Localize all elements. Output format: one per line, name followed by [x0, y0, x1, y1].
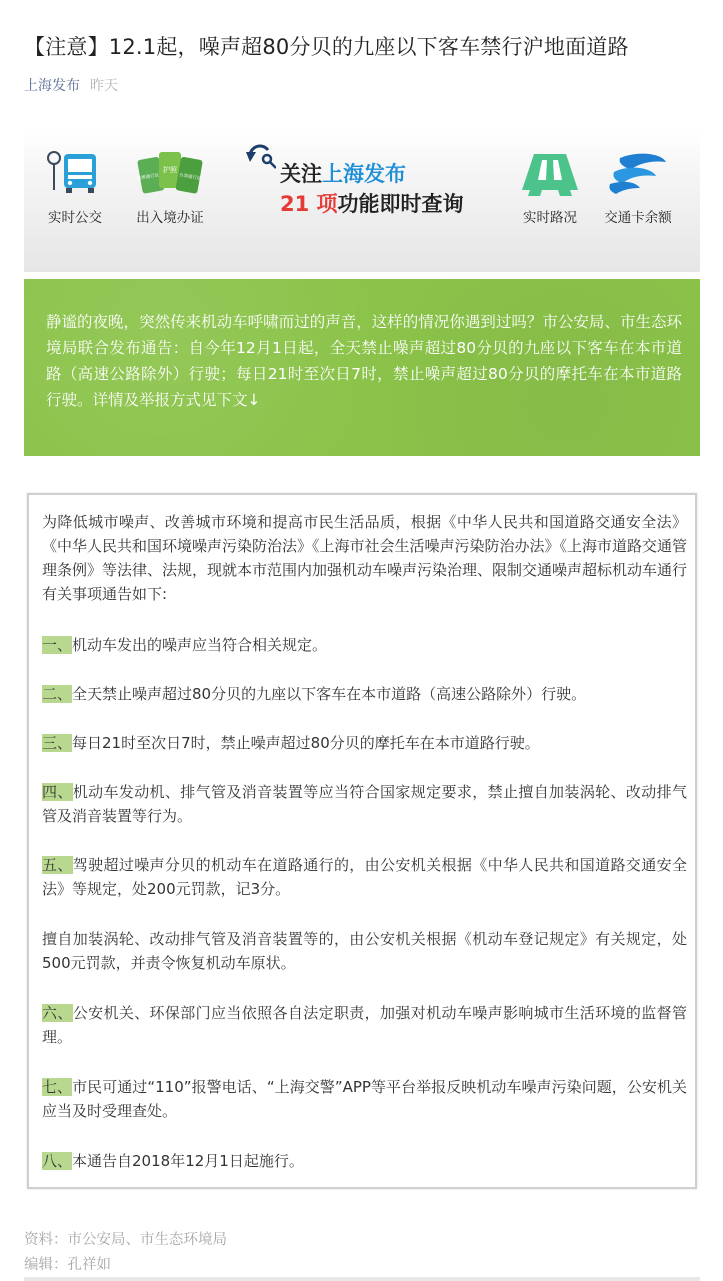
transit-card-icon: [600, 150, 676, 196]
feature-count-text: 21 项功能即时查询: [280, 192, 464, 216]
editor-credit: 编辑：孔祥如: [24, 1257, 111, 1273]
notice-item: 七、市民可通过“110”报警电话、“上海交警”APP等平台举报反映机动车噪声污染问题，公安机关应当及时受理查处。: [42, 1078, 687, 1120]
item-number: 二、: [42, 685, 73, 703]
banner-item-label: 实时公交: [48, 210, 102, 226]
notice-box: [27, 493, 697, 1189]
account-name-link[interactable]: 上海发布: [24, 78, 80, 94]
notice-item: 擅自加装涡轮、改动排气管及消音装置等的，由公安机关根据《机动车登记规定》有关规定，处500元罚款，并责令恢复机动车原状。: [42, 930, 687, 972]
item-number: 七、: [42, 1078, 73, 1096]
banner-item-label: 出入境办证: [136, 210, 204, 226]
banner-item-label: 实时路况: [523, 210, 577, 226]
intro-text: 静谧的夜晚，突然传来机动车呼啸而过的声音，这样的情况你遇到过吗？市公安局、市生态环境局联合发布通告：自今年12月1日起，全天禁止噪声超过80分贝的九座以下客车在本市道路（高速公路除外）行驶；每日21时至次日7时，禁止噪声超过80分贝的摩托车在本市道路行驶。详情及举报方式见下文↓: [46, 313, 682, 409]
item-number: 五、: [42, 856, 73, 874]
item-number: 八、: [42, 1152, 73, 1170]
item-number: 三、: [42, 734, 73, 752]
refresh-arrow-icon: [246, 142, 276, 172]
bus-icon: [46, 150, 104, 196]
notice-item: 二、全天禁止噪声超过80分贝的九座以下客车在本市道路（高速公路除外）行驶。: [42, 685, 587, 703]
banner-item-label: 交通卡余额: [604, 210, 672, 226]
article-title: 【注意】12.1起，噪声超80分贝的九座以下客车禁行沪地面道路: [24, 35, 629, 59]
article-meta: [24, 76, 118, 96]
banner-item-passport[interactable]: [130, 150, 210, 226]
notice-item: 六、公安机关、环保部门应当依照各自法定职责，加强对机动车噪声影响城市生活环境的监督管理。: [42, 1004, 687, 1046]
road-icon: [520, 150, 580, 196]
banner-item-realtime-bus[interactable]: [46, 150, 104, 226]
bottom-divider: [24, 1277, 700, 1281]
notice-item: 八、本通告自2018年12月1日起施行。: [42, 1152, 304, 1170]
service-banner[interactable]: [24, 128, 700, 272]
notice-item: 三、每日21时至次日7时，禁止噪声超过80分贝的摩托车在本市道路行驶。: [42, 734, 540, 752]
notice-item: 四、机动车发动机、排气管及消音装置等应当符合国家规定要求，禁止擅自加装涡轮、改动排气管及消音装置等行为。: [42, 783, 687, 825]
notice-item: 一、机动车发出的噪声应当符合相关规定。: [42, 636, 328, 654]
item-number: 六、: [42, 1004, 73, 1022]
notice-preamble: 为降低城市噪声、改善城市环境和提高市民生活品质，根据《中华人民共和国道路交通安全法》《中华人民共和国环境噪声污染防治法》《上海市社会生活噪声污染防治办法》《上海市道路交通管理条例》等法律、法规，现就本市范围内加强机动车噪声污染治理、限制交通噪声超标机动车通行有关事项通告如下:: [42, 513, 688, 603]
item-number: 四、: [42, 783, 73, 801]
follow-text: 关注上海发布: [280, 162, 406, 186]
intro-section: [24, 279, 700, 456]
passport-card-text: 港澳通行证: [136, 173, 160, 182]
passport-card-text: 护照: [163, 166, 177, 174]
follow-promo[interactable]: [246, 140, 486, 240]
source-credit: 资料：市公安局、市生态环境局: [24, 1232, 227, 1248]
publish-date: 昨天: [90, 78, 118, 94]
passport-card-text: 台湾通行证: [178, 173, 202, 182]
item-number: 一、: [42, 636, 73, 654]
banner-item-road[interactable]: [520, 150, 580, 226]
notice-item: 五、驾驶超过噪声分贝的机动车在道路通行的，由公安机关根据《中华人民共和国道路交通安全法》等规定，处200元罚款，记3分。: [42, 856, 687, 898]
passport-icon: [130, 150, 210, 196]
banner-item-transit-card[interactable]: [600, 150, 676, 226]
